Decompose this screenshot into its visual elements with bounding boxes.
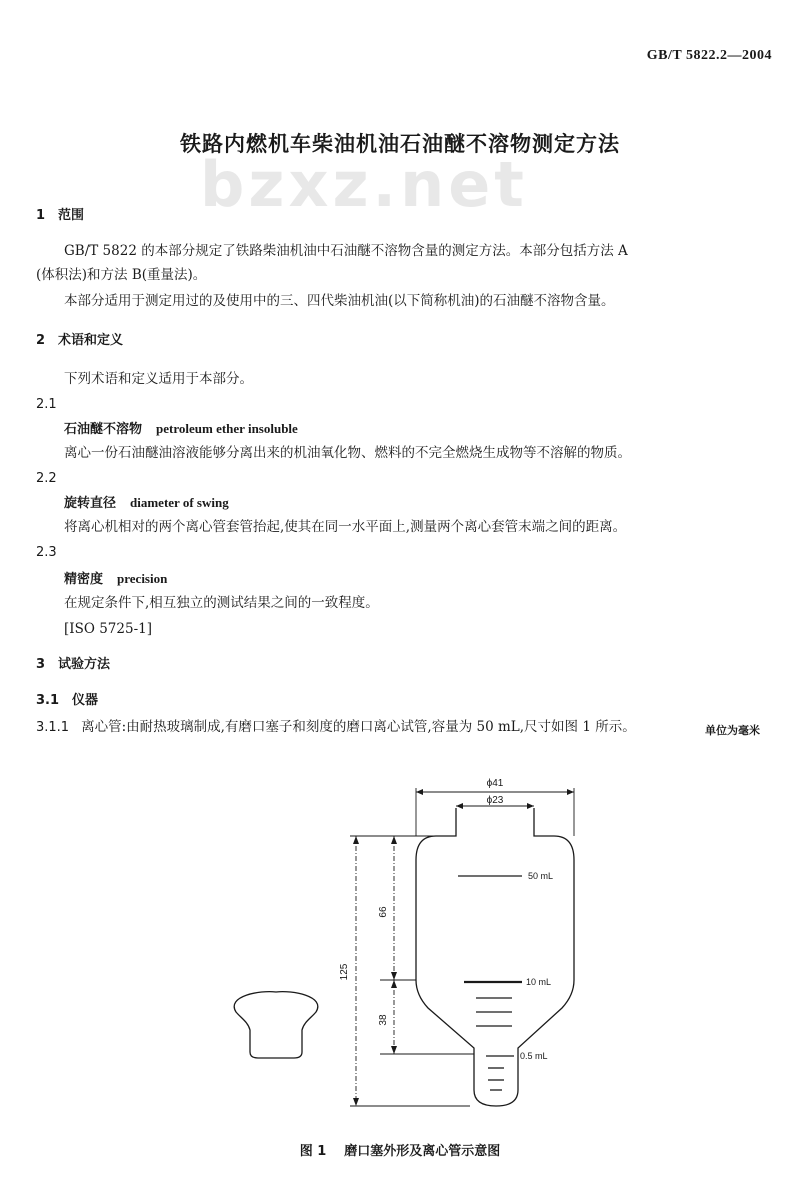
term-2-2-definition: 将离心机相对的两个离心管套管抬起,使其在同一水平面上,测量两个离心套管末端之间的距离。	[64, 519, 627, 535]
figure-1-drawing	[0, 740, 800, 1130]
term-2-2-number: 2.2	[36, 471, 57, 486]
figure-1-number: 图 1	[299, 1144, 327, 1159]
item-3-1-1-text: 离心管:由耐热玻璃制成,有磨口塞子和刻度的磨口离心试管,容量为 50 mL,尺寸如图 1 所示。	[81, 719, 636, 735]
term-2-3-heading	[64, 570, 167, 589]
section-1-paragraph-2: 本部分适用于测定用过的及使用中的三、四代柴油机油(以下简称机油)的石油醚不溶物含量。	[64, 293, 615, 309]
standard-number: GB/T 5822.2—2004	[646, 48, 772, 63]
document-title: 铁路内燃机车柴油机油石油醚不溶物测定方法	[180, 132, 620, 156]
section-2-intro: 下列术语和定义适用于本部分。	[64, 371, 253, 387]
term-2-2-zh: 旋转直径	[64, 496, 117, 511]
figure-1-title: 磨口塞外形及离心管示意图	[344, 1144, 501, 1159]
term-2-1-definition: 离心一份石油醚油溶液能够分离出来的机油氧化物、燃料的不完全燃烧生成物等不溶解的物质。	[64, 445, 631, 461]
term-2-2-en: diameter of swing	[130, 495, 229, 510]
item-3-1-1-number: 3.1.1	[36, 720, 70, 735]
section-3-1-heading: 3.1 仪器	[36, 693, 99, 708]
mark-10ml-label: 10 mL	[526, 977, 552, 987]
outer-diameter-label: ϕ41	[486, 778, 504, 789]
ground-stopper-shape	[234, 992, 318, 1058]
upper-height-label: 66	[378, 906, 389, 918]
section-1-paragraph-1-line-1: GB/T 5822 的本部分规定了铁路柴油机油中石油醚不溶物含量的测定方法。本部分包括方法 A	[64, 243, 628, 259]
unit-note: 单位为毫米	[705, 724, 760, 737]
section-1-heading: 1 范围	[36, 208, 85, 223]
inner-diameter-label: ϕ23	[486, 795, 504, 806]
centrifuge-tube-outline	[416, 808, 574, 1106]
term-2-3-en: precision	[117, 571, 168, 586]
mark-05ml-label: 0.5 mL	[520, 1051, 548, 1061]
term-2-3-reference: [ISO 5725-1]	[64, 621, 152, 637]
lower-height-label: 38	[378, 1014, 389, 1026]
term-2-1-zh: 石油醚不溶物	[64, 422, 143, 437]
mark-50ml-label: 50 mL	[528, 871, 554, 881]
term-2-1-heading	[64, 420, 298, 439]
term-2-1-en: petroleum ether insoluble	[156, 421, 298, 436]
term-2-3-number: 2.3	[36, 545, 57, 560]
section-1-paragraph-1-line-2: (体积法)和方法 B(重量法)。	[36, 267, 207, 283]
section-2-heading: 2 术语和定义	[36, 333, 124, 348]
item-3-1-1	[36, 718, 636, 737]
figure-1-caption	[0, 1140, 800, 1159]
term-2-3-zh: 精密度	[64, 572, 104, 587]
term-2-1-number: 2.1	[36, 397, 57, 412]
total-height-label: 125	[339, 963, 350, 981]
term-2-3-definition: 在规定条件下,相互独立的测试结果之间的一致程度。	[64, 595, 379, 611]
watermark: bzxz.net	[200, 148, 528, 221]
term-2-2-heading	[64, 494, 229, 513]
section-3-heading: 3 试验方法	[36, 657, 111, 672]
